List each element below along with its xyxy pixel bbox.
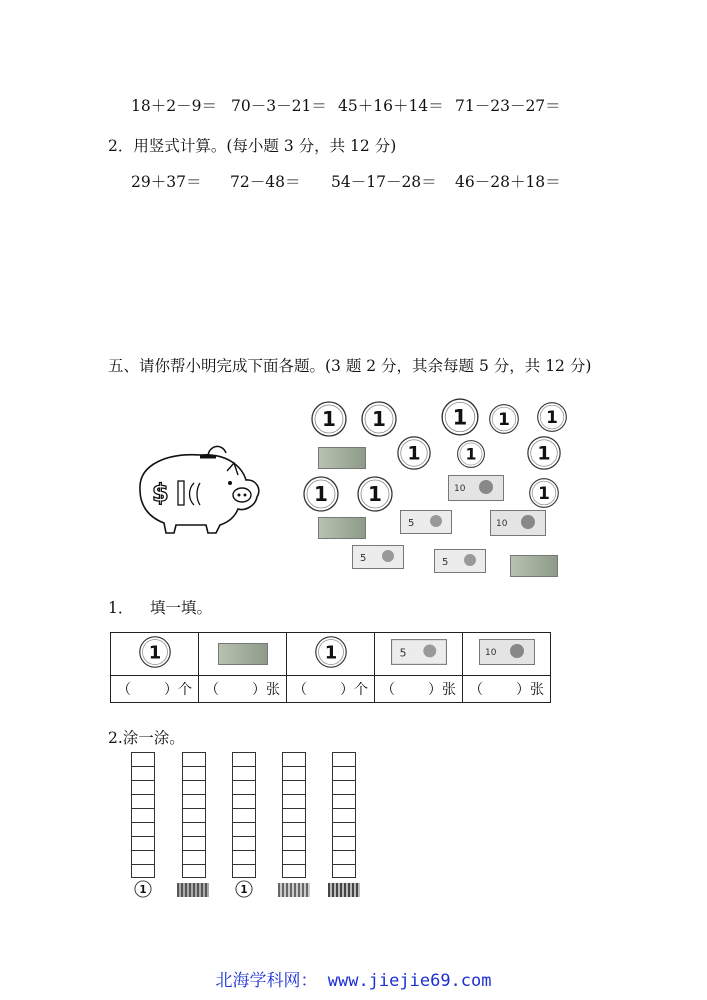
footer-website: 北海学科网： www.jiejie69.com — [215, 971, 492, 991]
vertical-calc-3: 54－17－28＝ — [331, 173, 437, 191]
coloring-cell[interactable] — [131, 822, 155, 836]
five-yuan-note-icon — [400, 510, 452, 534]
coloring-cell[interactable] — [182, 836, 206, 850]
svg-text:1: 1 — [240, 883, 248, 896]
coloring-cell[interactable] — [232, 752, 256, 766]
coloring-cell[interactable] — [332, 822, 356, 836]
coloring-cell[interactable] — [131, 808, 155, 822]
five-yuan-note-icon — [434, 549, 486, 573]
one-yuan-coin-icon — [310, 400, 348, 438]
paren-open: （ — [117, 682, 131, 698]
coloring-column — [332, 752, 356, 878]
svg-text:1: 1 — [372, 407, 386, 431]
section-5-title: 五、请你帮小明完成下面各题。(3 题 2 分，其余每题 5 分，共 12 分) — [108, 357, 592, 375]
coloring-cell[interactable] — [182, 864, 206, 878]
coloring-column — [282, 752, 306, 878]
coloring-column — [182, 752, 206, 878]
coloring-cell[interactable] — [131, 850, 155, 864]
one-yuan-coin-icon — [360, 400, 398, 438]
coloring-cell[interactable] — [232, 808, 256, 822]
paren-close-unit: ）张 — [428, 682, 456, 698]
coloring-cell[interactable] — [332, 780, 356, 794]
one-yuan-note-icon — [318, 517, 366, 539]
svg-text:1: 1 — [324, 642, 337, 664]
coloring-cell[interactable] — [282, 766, 306, 780]
coloring-cell[interactable] — [282, 822, 306, 836]
table-cell — [463, 633, 551, 676]
coloring-cell[interactable] — [332, 766, 356, 780]
ten-yuan-note-icon — [448, 475, 504, 501]
one-yuan-coin-icon — [356, 475, 394, 513]
svg-text:1: 1 — [538, 482, 550, 503]
one-yuan-note-icon — [218, 643, 268, 665]
coloring-cell[interactable] — [232, 794, 256, 808]
vertical-calc-4: 46－28＋18＝ — [455, 173, 561, 191]
one-yuan-coin-icon — [528, 477, 560, 509]
svg-text:1: 1 — [537, 442, 551, 465]
one-yuan-coin-icon — [396, 435, 432, 471]
one-yuan-coin-icon — [526, 435, 562, 471]
money-collection — [300, 395, 580, 585]
vertical-calc-1: 29＋37＝ — [131, 173, 202, 191]
paren-open: （ — [469, 682, 483, 698]
one-yuan-coin-icon — [138, 635, 172, 669]
coloring-cell[interactable] — [282, 780, 306, 794]
coloring-cell[interactable] — [282, 752, 306, 766]
coloring-cell[interactable] — [282, 850, 306, 864]
expression-1: 18＋2－9＝ — [131, 97, 217, 115]
table-cell — [375, 633, 463, 676]
expression-4: 71－23－27＝ — [455, 97, 561, 115]
svg-text:1: 1 — [148, 642, 161, 664]
coloring-column — [131, 752, 155, 878]
coloring-cell[interactable] — [182, 780, 206, 794]
svg-text:1: 1 — [452, 404, 468, 430]
svg-text:10: 10 — [454, 484, 466, 494]
ten-yuan-note-icon — [478, 639, 536, 665]
coloring-cell[interactable] — [232, 850, 256, 864]
paren-close-unit: ）个 — [340, 682, 368, 698]
one-yuan-coin-icon — [440, 397, 480, 437]
coloring-cell[interactable] — [182, 794, 206, 808]
svg-text:1: 1 — [139, 883, 147, 896]
coloring-cell[interactable] — [332, 850, 356, 864]
expression-3: 45＋16＋14＝ — [338, 97, 444, 115]
svg-text:5: 5 — [442, 557, 449, 568]
svg-text:1: 1 — [546, 406, 558, 427]
paren-close-unit: ）张 — [252, 682, 280, 698]
coloring-cell[interactable] — [131, 752, 155, 766]
svg-text:1: 1 — [465, 444, 477, 464]
question-1-label: 1． — [108, 599, 134, 617]
one-yuan-coin-icon — [488, 403, 520, 435]
answer-cell[interactable] — [375, 676, 463, 703]
one-yuan-coin-icon — [134, 880, 152, 898]
coloring-column — [232, 752, 256, 878]
coloring-cell[interactable] — [282, 864, 306, 878]
one-yuan-coin-icon — [456, 439, 486, 469]
one-yuan-note-icon — [510, 555, 558, 577]
coloring-cell[interactable] — [182, 752, 206, 766]
five-yuan-note-icon — [278, 883, 310, 897]
vertical-calc-2: 72－48＝ — [230, 173, 301, 191]
svg-text:1: 1 — [368, 482, 382, 506]
coloring-cell[interactable] — [131, 836, 155, 850]
question-1-text: 填一填。 — [150, 599, 213, 617]
five-yuan-note-icon — [391, 639, 447, 665]
table-cell — [199, 633, 287, 676]
coloring-cell[interactable] — [332, 752, 356, 766]
five-yuan-note-icon — [352, 545, 404, 569]
svg-text:5: 5 — [408, 518, 415, 529]
coloring-cell[interactable] — [232, 780, 256, 794]
one-yuan-coin-icon — [235, 880, 253, 898]
paren-close-unit: ）张 — [516, 682, 544, 698]
piggy-bank-icon — [130, 445, 265, 535]
coloring-cell[interactable] — [232, 836, 256, 850]
coloring-cell[interactable] — [282, 836, 306, 850]
one-yuan-coin-icon — [536, 401, 568, 433]
coloring-cell[interactable] — [232, 766, 256, 780]
coloring-cell[interactable] — [332, 808, 356, 822]
one-yuan-note-icon — [177, 883, 209, 897]
svg-text:10: 10 — [484, 648, 496, 658]
expression-2: 70－3－21＝ — [231, 97, 327, 115]
coloring-cell[interactable] — [182, 850, 206, 864]
coloring-cell[interactable] — [131, 780, 155, 794]
coloring-cell[interactable] — [131, 794, 155, 808]
paren-close-unit: ）个 — [164, 682, 192, 698]
coloring-cell[interactable] — [282, 808, 306, 822]
question-2-coloring-title: 2.涂一涂。 — [108, 729, 185, 747]
coloring-cell[interactable] — [232, 864, 256, 878]
svg-text:1: 1 — [407, 442, 421, 465]
one-yuan-coin-icon — [314, 635, 348, 669]
answer-cell[interactable] — [463, 676, 551, 703]
coloring-cell[interactable] — [332, 794, 356, 808]
table-cell — [111, 633, 199, 676]
coloring-cell[interactable] — [282, 794, 306, 808]
coloring-cell[interactable] — [182, 822, 206, 836]
coloring-cell[interactable] — [182, 766, 206, 780]
svg-text:1: 1 — [314, 482, 328, 506]
table-cell — [287, 633, 375, 676]
svg-text:5: 5 — [399, 646, 406, 660]
paren-open: （ — [205, 682, 219, 698]
answer-cell[interactable] — [287, 676, 375, 703]
one-yuan-note-icon — [318, 447, 366, 469]
coloring-cell[interactable] — [131, 766, 155, 780]
svg-text:1: 1 — [322, 407, 336, 431]
svg-text:1: 1 — [498, 408, 510, 429]
paren-open: （ — [381, 682, 395, 698]
answer-cell[interactable] — [111, 676, 199, 703]
coloring-cell[interactable] — [332, 864, 356, 878]
coloring-cell[interactable] — [232, 822, 256, 836]
svg-text:$: $ — [152, 479, 169, 507]
coloring-cell[interactable] — [332, 836, 356, 850]
one-yuan-coin-icon — [302, 475, 340, 513]
svg-text:5: 5 — [360, 553, 367, 564]
question-2-title: 2．用竖式计算。(每小题 3 分，共 12 分) — [108, 137, 397, 155]
coloring-cell[interactable] — [182, 808, 206, 822]
coloring-cell[interactable] — [131, 864, 155, 878]
ten-yuan-note-icon — [490, 510, 546, 536]
svg-text:10: 10 — [496, 519, 508, 529]
ten-yuan-note-icon — [328, 883, 360, 897]
paren-open: （ — [293, 682, 307, 698]
answer-cell[interactable] — [199, 676, 287, 703]
fill-in-table — [110, 632, 551, 703]
